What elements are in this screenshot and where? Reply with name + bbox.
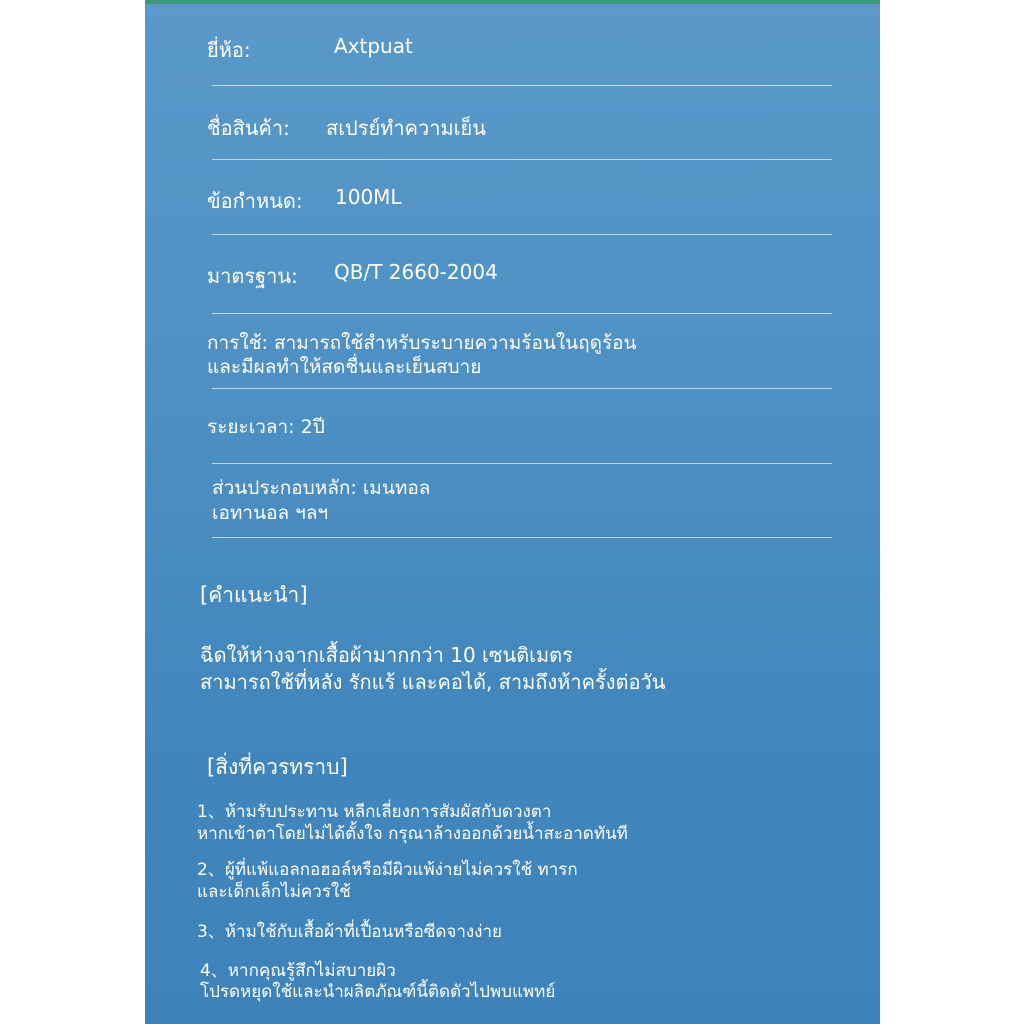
- instructions-line-2: สามารถใช้ที่หลัง รักแร้ และคอได้, สามถึงห้าครั้งต่อวัน: [200, 670, 666, 694]
- notices-heading: [สิ่งที่ควรทราบ]: [207, 755, 348, 779]
- ingredients-line-1: ส่วนประกอบหลัก: เมนทอล: [212, 477, 431, 499]
- brand-label: ยี่ห้อ:: [207, 38, 251, 62]
- notice-2-line-1: 2、ผู้ที่แพ้แอลกอฮอล์หรือมีผิวแพ้ง่ายไม่ควรใช้ ทารก: [197, 860, 578, 880]
- shelf-life: ระยะเวลา: 2ปี: [207, 416, 325, 438]
- divider: [212, 159, 832, 160]
- instructions-line-1: ฉีดให้ห่างจากเสื้อผ้ามากกว่า 10 เซนติเมตร: [200, 643, 573, 667]
- notice-4-line-2: โปรดหยุดใช้และนำผลิตภัณฑ์นี้ติดตัวไปพบแพทย์: [200, 982, 556, 1002]
- brand-value: Axtpuat: [334, 34, 413, 58]
- ingredients-line-2: เอทานอล ฯลฯ: [212, 502, 329, 524]
- top-accent-bar: [145, 0, 880, 4]
- notice-1-line-1: 1、ห้ามรับประทาน หลีกเลี่ยงการสัมผัสกับดวงตา: [197, 802, 552, 822]
- notice-3-line-1: 3、ห้ามใช้กับเสื้อผ้าที่เปื้อนหรือซีดจางง่าย: [197, 922, 502, 942]
- divider: [212, 463, 832, 464]
- instructions-heading: [คำแนะนำ]: [200, 583, 308, 607]
- usage-line-1: การใช้: สามารถใช้สำหรับระบายความร้อนในฤดูร้อน: [207, 332, 637, 354]
- divider: [212, 234, 832, 235]
- product-name-label: ชื่อสินค้า:: [207, 116, 290, 140]
- standard-label: มาตรฐาน:: [207, 264, 298, 288]
- spec-label: ข้อกำหนด:: [207, 189, 303, 213]
- divider: [212, 313, 832, 314]
- standard-value: QB/T 2660-2004: [334, 260, 498, 284]
- notice-2-line-2: และเด็กเล็กไม่ควรใช้: [197, 882, 351, 902]
- usage-line-2: และมีผลทำให้สดชื่นและเย็นสบาย: [207, 356, 482, 378]
- notice-4-line-1: 4、หากคุณรู้สึกไม่สบายผิว: [200, 961, 396, 981]
- spec-value: 100ML: [335, 185, 402, 209]
- divider: [212, 388, 832, 389]
- divider: [212, 85, 832, 86]
- divider: [212, 537, 832, 538]
- product-name-value: สเปรย์ทำความเย็น: [326, 116, 486, 140]
- product-info-panel: [145, 0, 880, 1024]
- notice-1-line-2: หากเข้าตาโดยไม่ได้ตั้งใจ กรุณาล้างออกด้วยน้ำสะอาดทันที: [197, 824, 628, 844]
